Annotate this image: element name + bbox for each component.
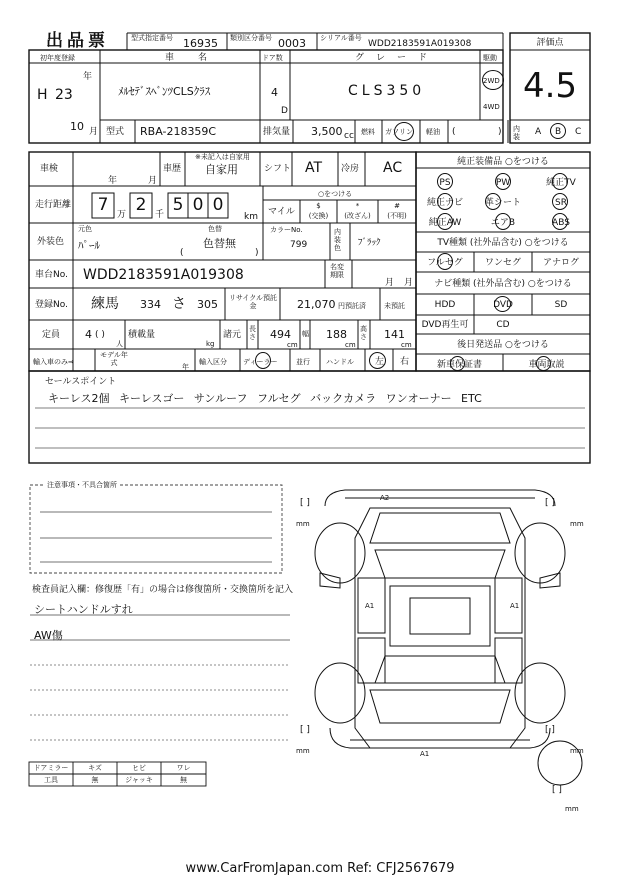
model-no: 16935 [183, 37, 218, 50]
mileage-label: 走行距離 [35, 200, 72, 210]
color-paren-open: ( [180, 248, 184, 258]
score-label: 評価点 [536, 38, 564, 48]
name-change-day-unit: 月 [404, 278, 414, 288]
inspection-year-unit: 年 [108, 176, 118, 186]
type-label: 型式 [106, 127, 125, 137]
interior-b-circle [550, 123, 566, 139]
first-reg-year: 23 [55, 87, 73, 103]
notes-label: 注意事項・不具合箇所 [47, 481, 117, 489]
mile-option[interactable]: マイル [268, 207, 295, 217]
mark-front-bumper: A2 [380, 494, 390, 502]
grade-label: グレード [355, 53, 440, 63]
navi-hdd[interactable]: HDD [434, 300, 456, 310]
history-value: 自家用 [205, 163, 238, 176]
tv-type-title: TV種類 (社外品含む) ○をつける [437, 238, 569, 248]
history-note: ※未記入は自家用 [195, 153, 250, 161]
ext-color-value: ﾊﾟｰﾙ [78, 239, 100, 252]
equip-aw-circle [437, 213, 453, 230]
import-parallel[interactable]: 並行 [296, 358, 310, 366]
equip-sr[interactable]: SR [555, 198, 567, 208]
first-reg-month: 10 [70, 120, 84, 133]
dvd-playback[interactable]: DVD再生可 [421, 320, 469, 330]
name-change-label: 名変期限 [330, 263, 344, 279]
equip-abs-circle [552, 213, 568, 230]
exchange-option[interactable]: (交換) [308, 212, 329, 220]
equip-tv-circle [552, 173, 568, 190]
legend-header-2: キズ [88, 764, 102, 772]
color-no-label: カラーNo. [270, 226, 303, 234]
equip-pw[interactable]: PW [495, 178, 511, 188]
length-unit: cm [287, 341, 298, 349]
import-dealer[interactable]: ディーラー [243, 358, 278, 366]
height-label: 高さ [360, 325, 367, 341]
equipment-title: 純正装備品 ○をつける [457, 157, 549, 167]
reg-area: 練馬 [91, 296, 119, 312]
tire-depth-fr-unit: mm [570, 520, 584, 528]
tire-depth-fl: [ ] [300, 498, 310, 508]
mileage-digit-3: 5 [172, 195, 184, 215]
legend-header-3: ヒビ [132, 764, 146, 772]
tv-analog[interactable]: アナログ [542, 258, 579, 268]
equip-navi-circle [437, 193, 453, 210]
width-label: 幅 [302, 330, 309, 338]
tire-depth-fl-unit: mm [296, 520, 310, 528]
chassis-label: 車台No. [35, 270, 68, 280]
capacity-paren: ( ) [95, 330, 105, 340]
inspector-line-1: シートハンドルすれ [34, 603, 133, 616]
docs-manual-circle [536, 356, 551, 371]
equip-pw-circle [495, 173, 511, 190]
shift-label: シフト [264, 164, 292, 174]
score-value: 4.5 [522, 66, 578, 106]
drive-2wd-circle [482, 70, 504, 90]
fuel-gasoline[interactable]: ガソリン [385, 128, 413, 136]
model-no-label: 型式指定番号 [131, 34, 173, 42]
inspection-label: 車検 [40, 164, 59, 174]
reg-class: 334 [140, 298, 161, 311]
equip-leather[interactable]: 革シート [484, 198, 521, 208]
car-name: ﾒﾙｾﾃﾞｽﾍﾞﾝﾂCLSｸﾗｽ [118, 85, 211, 98]
legend-value-3: ジャッキ [125, 776, 153, 784]
model-year-unit: 年 [182, 363, 189, 371]
type-value: RBA-218359C [140, 125, 217, 138]
sales-point-text: キーレス2個 キーレスゴー サンルーフ フルセグ バックカメラ ワンオーナー ETC [48, 392, 482, 405]
chassis-value: WDD2183591A019308 [83, 267, 244, 283]
interior-label: 内装 [513, 125, 520, 141]
color-no-value: 799 [290, 240, 308, 250]
fuel-diesel[interactable]: 軽油 [426, 128, 440, 136]
era-prefix: H [37, 87, 48, 103]
ext-color-label: 外装色 [37, 237, 65, 247]
equip-ps[interactable]: PS [439, 178, 451, 188]
altered-option[interactable]: (改ざん) [344, 212, 371, 220]
equip-sr-circle [552, 193, 568, 210]
navi-type-title: ナビ種類 (社外品含む) ○をつける [434, 279, 572, 289]
docs-title: 後日発送品 ○をつける [457, 340, 549, 350]
interior-b[interactable]: B [555, 127, 562, 137]
grade-value: CLS350 [348, 83, 426, 99]
mileage-km-unit: km [244, 212, 258, 222]
doors-type: D [281, 106, 288, 116]
navi-dvd[interactable]: DVD [493, 300, 513, 310]
serial-no: WDD2183591A019308 [368, 39, 472, 49]
tire-depth-rr: [ ] [545, 725, 555, 735]
equip-aw[interactable]: 純正AW [428, 218, 462, 228]
displacement-value: 3,500 [311, 125, 343, 138]
docs-warranty[interactable]: 新車保証書 [436, 360, 482, 370]
tv-fullseg-circle [437, 253, 453, 270]
handle-left-circle [369, 352, 386, 369]
class-no: 0003 [278, 37, 306, 50]
docs-manual[interactable]: 車両取説 [528, 360, 565, 370]
class-no-label: 類別区分番号 [230, 34, 272, 42]
inspector-label: 検査員記入欄：修復歴「有」の場合は修復箇所・交換箇所を記入 [32, 585, 294, 595]
displacement-unit: cc [344, 131, 354, 141]
color-swap-value: 色替無 [203, 237, 236, 250]
orig-color-label: 元色 [78, 225, 92, 233]
equip-airbag-circle [495, 213, 511, 230]
mileage-digit-2: 2 [135, 195, 147, 215]
navi-dvd-circle [494, 296, 511, 312]
first-reg-label: 初年度登録 [40, 54, 75, 62]
meter-note: ○をつける [318, 190, 353, 198]
exchange-symbol: $ [316, 202, 321, 210]
load-label: 積載量 [128, 330, 156, 340]
name-change-month-unit: 月 [385, 278, 395, 288]
import-dealer-circle [255, 352, 271, 369]
unknown-symbol: # [394, 202, 400, 210]
tire-depth-spare-unit: mm [565, 805, 579, 813]
interior-a[interactable]: A [535, 127, 542, 137]
legend-header-4: ワレ [176, 764, 191, 772]
fuel-paren-close: ) [498, 127, 502, 137]
tire-depth-rl: [ ] [300, 725, 310, 735]
mileage-digit-4: 0 [192, 195, 204, 215]
int-color-value: ﾌﾞﾗｯｸ [358, 238, 381, 248]
fuel-label: 燃料 [361, 128, 375, 136]
reg-label: 登録No. [35, 300, 68, 310]
ac-label: 冷房 [341, 164, 360, 174]
cd-playback[interactable]: CD [496, 320, 510, 330]
handle-label: ハンドル [326, 358, 354, 366]
recycle-unit: 円預託済 [338, 302, 366, 310]
reg-number: 305 [197, 298, 218, 311]
length-value: 494 [270, 328, 291, 341]
inspection-month-unit: 月 [148, 176, 158, 186]
width-unit: cm [345, 341, 356, 349]
footer-watermark: www.CarFromJapan.com Ref: CFJ2567679 [185, 861, 455, 876]
handle-right[interactable]: 右 [400, 357, 410, 367]
recycle-label: リサイクル預託金 [228, 294, 278, 310]
fuel-gasoline-circle [394, 122, 414, 141]
history-label: 車歴 [163, 164, 182, 174]
month-unit: 月 [89, 127, 99, 137]
serial-label: シリアル番号 [320, 34, 362, 42]
reg-kana: さ [172, 296, 186, 312]
equip-airbag[interactable]: エアB [490, 218, 516, 228]
car-diagram [290, 478, 590, 808]
mark-right-door: A1 [510, 602, 520, 610]
height-unit: cm [401, 341, 412, 349]
color-paren-close: ) [255, 248, 259, 258]
person-unit: 人 [116, 340, 123, 348]
mileage-digit-1: 7 [97, 195, 109, 215]
tire-depth-fr: [ ] [545, 498, 555, 508]
legend-value-2: 無 [91, 776, 99, 784]
handle-left[interactable]: 左 [375, 357, 385, 367]
int-color-label: 内装色 [334, 228, 341, 252]
equip-navi[interactable]: 純正ナビ [426, 198, 463, 208]
recycle-amount: 21,070 [297, 298, 336, 311]
tire-depth-rr-unit: mm [570, 747, 584, 755]
tv-oneseg[interactable]: ワンセグ [484, 258, 521, 268]
mark-rear-bumper: A1 [420, 750, 430, 758]
mileage-man-unit: 万 [117, 210, 127, 220]
year-unit: 年 [83, 72, 93, 82]
drive-2wd[interactable]: 2WD [483, 77, 500, 85]
legend-header-1: ドアミラー [33, 764, 69, 772]
docs-warranty-circle [450, 356, 465, 371]
altered-symbol: * [355, 202, 360, 210]
navi-sd[interactable]: SD [554, 300, 568, 310]
import-only-label: 輸入車のみ⇒ [33, 358, 74, 366]
doors-label: ドア数 [262, 54, 283, 62]
capacity-label: 定員 [42, 330, 61, 340]
tire-depth-rl-unit: mm [296, 747, 310, 755]
page-title: 出品票 [46, 31, 109, 51]
drive-label: 駆動 [483, 54, 497, 62]
mileage-sen-unit: 千 [155, 210, 165, 220]
mileage-digit-5: 0 [212, 195, 224, 215]
equip-tv[interactable]: 純正TV [546, 178, 576, 188]
width-value: 188 [326, 328, 347, 341]
tv-fullseg[interactable]: フルセグ [427, 258, 463, 268]
equip-leather-circle [485, 193, 501, 210]
unknown-option[interactable]: (不明) [387, 212, 407, 220]
displacement-label: 排気量 [263, 127, 291, 137]
load-kg-unit: kg [206, 340, 215, 348]
equip-ps-circle [437, 173, 453, 190]
import-category-label: 輸入区分 [199, 358, 227, 366]
ac-value: AC [383, 160, 403, 176]
shift-value: AT [305, 160, 323, 176]
legend-value-4: 無 [180, 776, 187, 784]
doors-value: 4 [271, 86, 278, 99]
fuel-paren-open: ( [452, 127, 456, 137]
car-name-label: 車名 [165, 53, 232, 63]
capacity-value: 4 [85, 328, 92, 341]
drive-4wd[interactable]: 4WD [483, 103, 500, 111]
model-year-label: モデル年式 [100, 351, 128, 367]
sales-point-label: セールスポイント [45, 377, 117, 387]
equip-abs[interactable]: ABS [552, 218, 570, 228]
legend-value-1: 工具 [44, 776, 58, 784]
mark-left-door: A1 [365, 602, 375, 610]
recycle-not[interactable]: 未預託 [384, 302, 405, 310]
height-value: 141 [384, 328, 405, 341]
inspector-line-2: AW傷 [34, 629, 63, 642]
interior-c[interactable]: C [575, 127, 582, 137]
length-label: 長さ [249, 325, 256, 341]
color-swap-label: 色替 [208, 225, 222, 233]
tire-depth-spare: [ ] [552, 785, 562, 795]
dimensions-label: 諸元 [223, 330, 242, 340]
